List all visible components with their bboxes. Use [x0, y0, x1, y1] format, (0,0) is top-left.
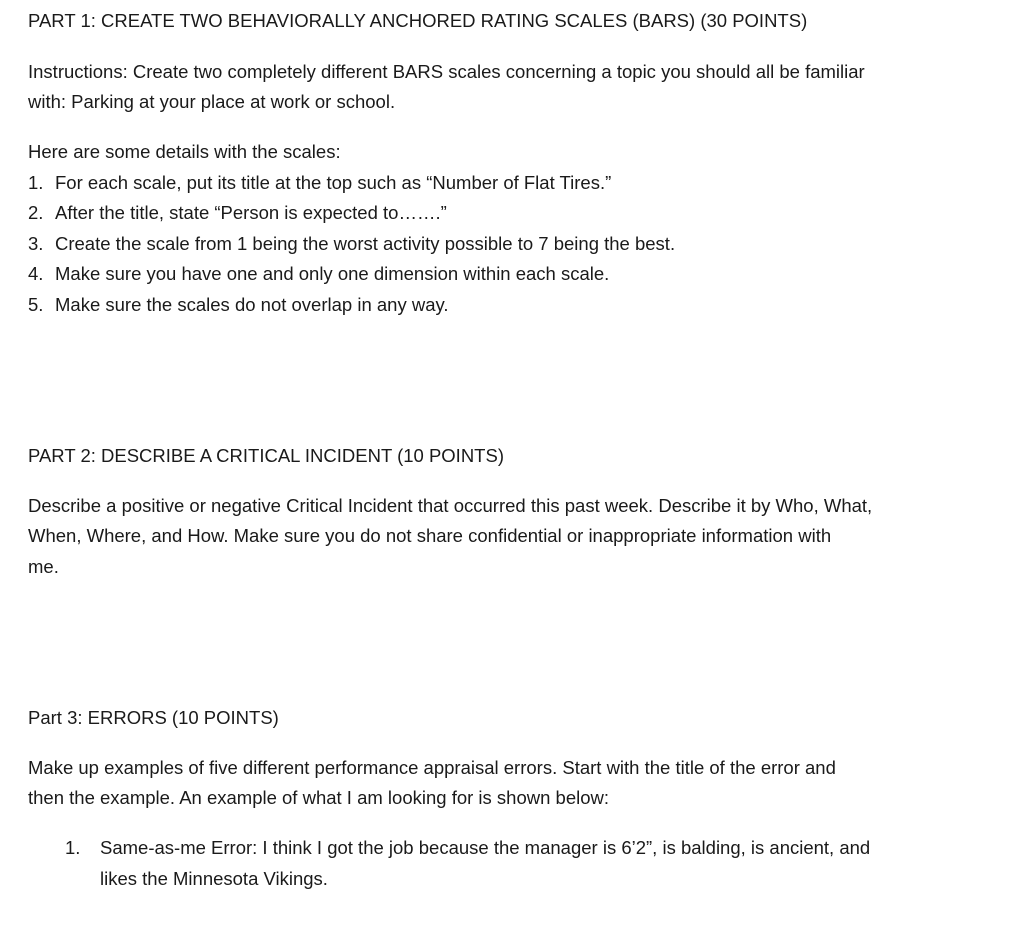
example-number: 1. — [65, 837, 81, 858]
list-item-number: 1. — [28, 172, 44, 193]
list-item-number: 4. — [28, 263, 44, 284]
part2-body-line1: Describe a positive or negative Critical Incident that occurred this past week. Describe it by Who, What, — [28, 495, 873, 516]
part3-body-line2: then the example. An example of what I am looking for is shown below: — [28, 787, 610, 808]
part2-heading: PART 2: DESCRIBE A CRITICAL INCIDENT (10 POINTS) — [28, 445, 504, 466]
part1-instructions-line2: with: Parking at your place at work or school. — [28, 91, 396, 112]
part3-heading: Part 3: ERRORS (10 POINTS) — [28, 707, 279, 728]
list-item — [28, 294, 449, 316]
list-item-text: For each scale, put its title at the top such as “Number of Flat Tires.” — [55, 172, 612, 193]
part2-body-line3: me. — [28, 556, 59, 577]
part1-instructions-line1: Instructions: Create two completely different BARS scales concerning a topic you should all be familiar — [28, 61, 865, 82]
example-line2: likes the Minnesota Vikings. — [100, 868, 328, 889]
list-item-text: Make sure you have one and only one dimension within each scale. — [55, 263, 610, 284]
list-item-text: Create the scale from 1 being the worst activity possible to 7 being the best. — [55, 233, 676, 254]
example-line1: Same-as-me Error: I think I got the job because the manager is 6’2”, is balding, is ancient, and — [100, 837, 871, 858]
part1-heading: PART 1: CREATE TWO BEHAVIORALLY ANCHORED RATING SCALES (BARS) (30 POINTS) — [28, 10, 808, 31]
list-item — [28, 233, 675, 255]
list-item-number: 5. — [28, 294, 44, 315]
list-item-number: 2. — [28, 202, 44, 223]
list-item-text: Make sure the scales do not overlap in any way. — [55, 294, 449, 315]
list-item-text: After the title, state “Person is expected to…….” — [55, 202, 447, 223]
list-item — [28, 172, 611, 194]
part2-body-line2: When, Where, and How. Make sure you do not share confidential or inappropriate information with — [28, 525, 832, 546]
list-item — [28, 202, 447, 224]
part1-details-intro: Here are some details with the scales: — [28, 141, 341, 162]
part3-body-line1: Make up examples of five different performance appraisal errors. Start with the title of the error and — [28, 757, 836, 778]
list-item-number: 3. — [28, 233, 44, 254]
list-item — [28, 263, 609, 285]
